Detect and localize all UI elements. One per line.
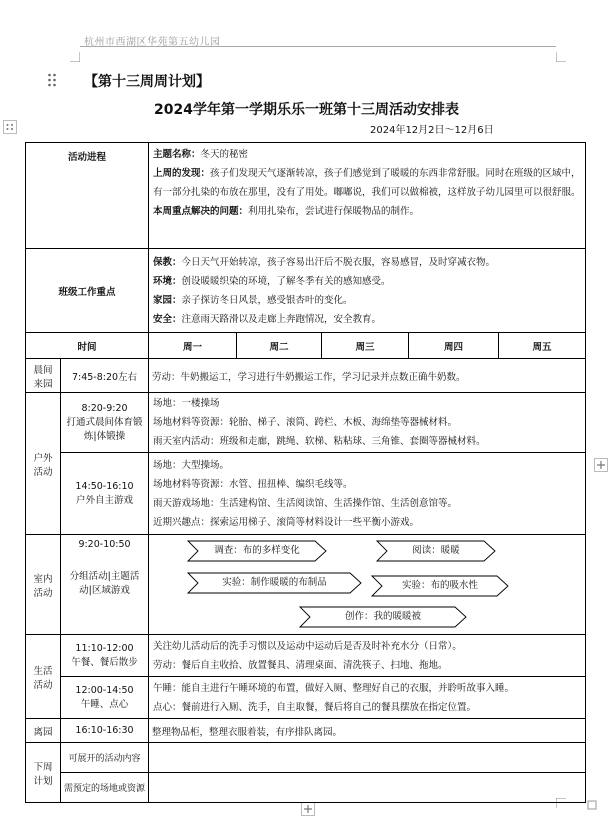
last-week-label: 上周的发现： xyxy=(153,168,211,179)
flow-step-label: 阅读：暖暖 xyxy=(412,545,460,556)
theme-value: 冬天的秘密 xyxy=(200,149,249,160)
morning-label: 晨间来园 xyxy=(26,359,61,393)
add-row-button[interactable] xyxy=(301,802,315,816)
header-divider xyxy=(80,46,556,47)
day-header-fri: 周五 xyxy=(499,333,586,359)
plus-icon xyxy=(595,459,607,471)
page-title: 2024学年第一学期乐乐一班第十三周活动安排表 xyxy=(154,102,459,118)
life-slot1 xyxy=(61,635,149,677)
focus-item-text: 今日天气开始转凉，孩子容易出汗后不脱衣服，容易感冒，及时穿减衣物。 xyxy=(181,256,496,268)
flow-step-pill xyxy=(299,606,467,628)
time-header: 时间 xyxy=(26,333,149,359)
indoor-flow xyxy=(149,535,586,635)
departure-time: 16:10-16:30 xyxy=(61,719,149,743)
flow-step-label: 实验：制作暖暖的布制品 xyxy=(222,577,327,588)
indoor-slot xyxy=(61,535,149,635)
outdoor-slot2-time: 14:50-16:10 xyxy=(75,481,134,492)
last-week-text: 孩子们发现天气逐渐转凉，孩子们感觉到了暖暖的东西非常舒服。同时在班级的区域中，有一部分扎染的布放在那里，没有了用处。嘟嘟说，我们可以做棉被，这样放子幼儿园里可以很舒服。 xyxy=(153,168,581,198)
outdoor-line: 雨天游戏场地：生活建构馆、生活阅读馆、生活操作馆、生活创意馆等。 xyxy=(153,497,458,509)
life-label: 生活活动 xyxy=(26,635,61,719)
resize-handle-icon[interactable] xyxy=(587,800,597,810)
next-week-label: 下周计划 xyxy=(26,743,61,803)
departure-label: 离园 xyxy=(26,719,61,743)
focus-item-key: 环境： xyxy=(153,275,182,287)
schedule-table xyxy=(25,142,586,803)
life-line: 关注幼儿活动后的洗手习惯以及运动中运动后是否及时补充水分（日常）。 xyxy=(153,640,462,652)
outdoor-slot1-content xyxy=(149,393,586,453)
outdoor-label: 户外活动 xyxy=(26,393,61,535)
life-line: 午睡：能自主进行午睡环境的布置，做好入厕、整理好自己的衣服，并聆听故事入睡。 xyxy=(153,682,515,694)
morning-text: 劳动：牛奶搬运工，学习进行牛奶搬运工作，学习记录并点数正确牛奶数。 xyxy=(149,359,586,393)
outdoor-slot1 xyxy=(61,393,149,453)
focus-text: 利用扎染布，尝试进行保暖物品的制作。 xyxy=(248,206,420,217)
departure-text: 整理物品柜，整理衣服着装，有序排队离园。 xyxy=(149,719,586,743)
add-column-button[interactable] xyxy=(594,458,608,472)
outdoor-slot2 xyxy=(61,453,149,535)
outdoor-line: 场地：大型操场。 xyxy=(153,459,230,471)
flow-step-pill xyxy=(187,540,327,562)
class-focus-label: 班级工作重点 xyxy=(26,249,149,333)
life-line: 点心：餐前进行入厕、洗手，自主取餐，餐后将自己的餐具摆放在指定位置。 xyxy=(153,701,477,713)
morning-time: 7:45-8:20左右 xyxy=(61,359,149,393)
focus-item-key: 保教： xyxy=(153,256,182,268)
life-line: 劳动：餐后自主收拾、放置餐具、清理桌面、清洗筷子、扫地、拖地。 xyxy=(153,659,448,671)
next-week-row2-content[interactable] xyxy=(149,773,586,803)
life-slot2-content xyxy=(149,677,586,719)
drag-handle-icon[interactable] xyxy=(47,73,57,87)
indoor-time: 9:20-10:50 xyxy=(78,539,131,550)
day-header-wed: 周三 xyxy=(322,333,409,359)
flow-step-pill xyxy=(376,540,496,562)
indoor-label: 室内活动 xyxy=(26,535,61,635)
day-header-thu: 周四 xyxy=(409,333,499,359)
outdoor-slot1-time: 8:20-9:20 xyxy=(81,403,128,414)
activity-process-label: 活动进程 xyxy=(26,143,149,249)
outdoor-line: 场地材料等资源：轮胎、梯子、滚筒、跨栏、木板、海绵垫等器械材料。 xyxy=(153,417,458,428)
flow-step-label: 创作：我的暖暖被 xyxy=(345,611,422,622)
grid-icon xyxy=(4,121,16,133)
activity-process-content xyxy=(149,143,586,249)
life-slot1-time: 11:10-12:00 xyxy=(75,643,134,654)
life-slot2 xyxy=(61,677,149,719)
outdoor-line: 场地：一楼操场 xyxy=(153,398,220,409)
focus-item-text: 创设暖暖织染的环境，了解冬季有关的感知感受。 xyxy=(181,275,391,287)
indoor-desc: 分组活动|主题活动|区域游戏 xyxy=(69,571,140,596)
plus-icon xyxy=(302,803,314,815)
day-header-tue: 周二 xyxy=(237,333,322,359)
day-header-mon: 周一 xyxy=(149,333,237,359)
life-slot1-desc: 午餐、餐后散步 xyxy=(71,657,138,668)
date-range: 2024年12月2日～12月6日 xyxy=(370,125,494,136)
document-header: 杭州市西湖区华苑第五幼儿园 xyxy=(84,37,221,48)
outdoor-slot1-desc: 打通式晨间体育锻炼|体锻操 xyxy=(66,417,143,442)
flow-step-label: 实验：布的吸水性 xyxy=(402,580,479,591)
class-focus-content xyxy=(149,249,586,333)
table-select-handle[interactable] xyxy=(3,120,17,134)
flow-step-pill xyxy=(187,572,362,594)
corner-mark-icon xyxy=(556,52,566,62)
flow-step-pill xyxy=(371,575,509,597)
flow-step-label: 调查：布的多样变化 xyxy=(214,545,300,556)
focus-item-text: 注意雨天路滑以及走廊上奔跑情况，安全教育。 xyxy=(181,313,382,325)
outdoor-line: 场地材料等资源：水管、扭扭棒、编织毛线等。 xyxy=(153,478,353,490)
corner-mark-icon xyxy=(70,52,80,62)
outdoor-line: 雨天室内活动：班级和走廊，跳绳、软梯、粘粘球、三角锥、套圈等器械材料。 xyxy=(153,436,486,447)
life-slot2-desc: 午睡、点心 xyxy=(80,699,129,710)
outdoor-slot2-content xyxy=(149,453,586,535)
plan-title: 【第十三周周计划】 xyxy=(84,74,210,90)
life-slot2-time: 12:00-14:50 xyxy=(75,685,134,696)
next-week-row1-content[interactable] xyxy=(149,743,586,773)
next-week-row1-label: 可展开的活动内容 xyxy=(61,743,149,773)
focus-label: 本周重点解决的问题： xyxy=(153,206,249,217)
outdoor-slot2-desc: 户外自主游戏 xyxy=(76,495,134,506)
theme-label: 主题名称： xyxy=(153,149,201,160)
focus-item-text: 亲子探访冬日风景，感受银杏叶的变化。 xyxy=(181,294,353,306)
life-slot1-content xyxy=(149,635,586,677)
focus-item-key: 家园： xyxy=(153,294,182,306)
outdoor-line: 近期兴趣点：探索运用梯子、滚筒等材料设计一些平衡小游戏。 xyxy=(153,516,420,528)
next-week-row2-label: 需预定的场地或资源 xyxy=(61,773,149,803)
focus-item-key: 安全： xyxy=(153,313,182,325)
